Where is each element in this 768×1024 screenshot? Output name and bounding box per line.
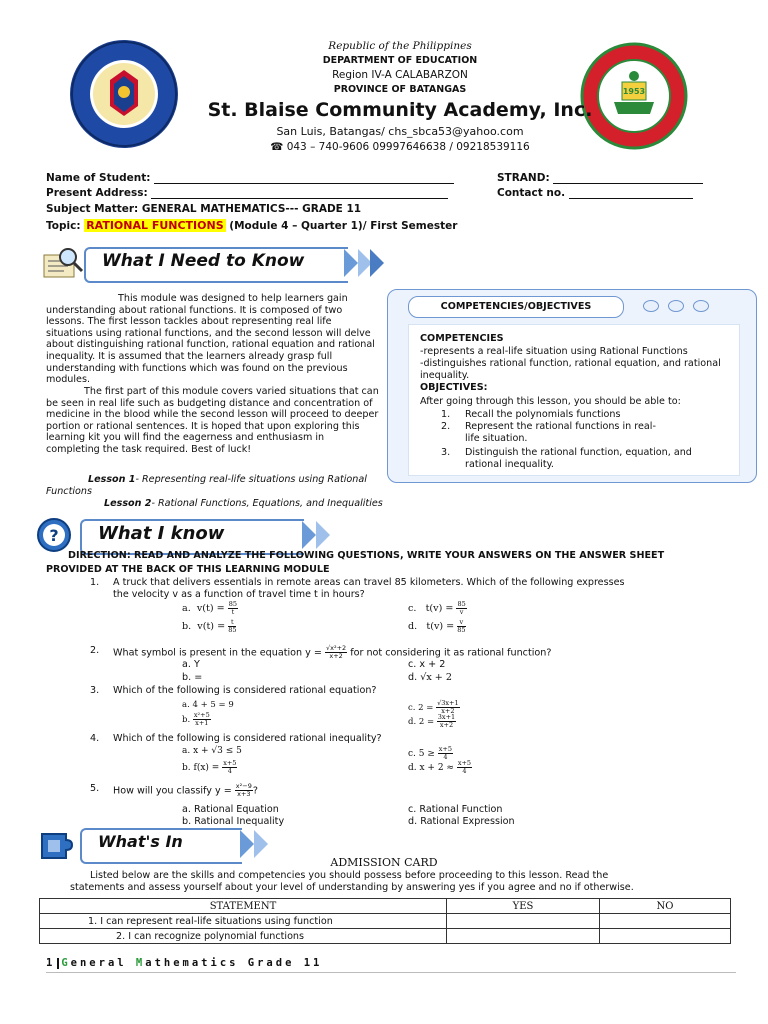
school-address: San Luis, Batangas/ chs_sbca53@yahoo.com <box>276 125 524 138</box>
q5-option-d[interactable]: d. Rational Expression <box>408 816 515 827</box>
topic-line <box>46 219 457 232</box>
topic-rest: (Module 4 – Quarter 1)/ First Semester <box>229 220 458 232</box>
competencies-box-title: COMPETENCIES/OBJECTIVES <box>408 296 624 318</box>
deped-seal <box>70 40 178 148</box>
window-dot-icon <box>668 300 684 312</box>
q4-option-c[interactable]: c. 5 ≥ $\frac{x+5}{4}$ <box>408 745 453 761</box>
lesson-2-label: Lesson 2 <box>104 498 152 509</box>
strand-line[interactable] <box>553 183 703 184</box>
contact-field[interactable] <box>497 187 693 199</box>
whats-in-banner <box>36 828 276 860</box>
competencies-heading: COMPETENCIES <box>420 333 504 344</box>
admission-intro-1: Listed below are the skills and competencies you should possess before proceeding to this lesson. Read the <box>90 870 609 881</box>
sbca-seal <box>580 42 688 150</box>
statement-cell: 1. I can represent real-life situations using function <box>40 914 447 929</box>
q2-option-b[interactable]: b. = <box>182 672 203 683</box>
q2-fraction: $\frac{\text{√x²+2}}{x+2}$ <box>325 644 347 660</box>
contact-line[interactable] <box>569 198 693 199</box>
q4-option-b[interactable]: b. f(x) = $\frac{x+5}{4}$ <box>182 759 237 775</box>
svg-text:1953: 1953 <box>622 87 646 96</box>
direction-line-1: DIRECTION: READ AND ANALYZE THE FOLLOWING QUESTIONS, WRITE YOUR ANSWERS ON THE ANSWER SHEET <box>68 550 665 561</box>
q5-option-c[interactable]: c. Rational Function <box>408 804 503 815</box>
objective-3a: Distinguish the rational function, equation, and <box>465 447 692 458</box>
topic-highlight: RATIONAL FUNCTIONS <box>86 219 224 232</box>
q1-number: 1. <box>90 577 100 588</box>
school-name: St. Blaise Community Academy, Inc. <box>207 99 593 121</box>
footer-word-2: athematics Grade 11 <box>145 957 323 969</box>
q3-option-c[interactable]: c. 2 = $\frac{√3x+1}{x+2}$ <box>408 699 459 715</box>
q4-text: Which of the following is considered rational inequality? <box>113 733 382 744</box>
lesson-1 <box>46 474 380 497</box>
what-i-know-title: What I know <box>98 523 225 544</box>
q4-number: 4. <box>90 733 100 744</box>
direction-line-2: PROVIDED AT THE BACK OF THIS LEARNING MODULE <box>46 564 330 575</box>
competency-1: -represents a real-life situation using Rational Functions <box>420 346 688 357</box>
school-phone <box>230 141 570 153</box>
admission-header-row <box>40 899 731 914</box>
q2-option-d[interactable]: d. √x + 2 <box>408 672 452 683</box>
objectives-intro: After going through this lesson, you should be able to: <box>420 396 681 407</box>
lesson-2 <box>46 498 406 510</box>
q2-text-pre: What symbol is present in the equation y = <box>113 647 322 659</box>
footer-initial-g: G <box>61 957 71 969</box>
what-i-know-banner <box>36 519 336 551</box>
header-region: Region IV-A CALABARZON <box>332 69 468 81</box>
q4-option-a[interactable]: a. x + √3 ≤ 5 <box>182 746 242 756</box>
lesson-1-text: - Representing real-life situations using Rational Functions <box>46 474 367 497</box>
magnifier-book-icon <box>40 245 84 281</box>
address-field[interactable] <box>46 187 448 199</box>
objective-2-num: 2. <box>441 421 451 432</box>
no-header: NO <box>600 899 731 914</box>
strand-label: STRAND: <box>497 172 550 184</box>
topic-label: Topic: <box>46 220 81 232</box>
yes-cell[interactable] <box>447 929 600 944</box>
chevron-icon <box>254 830 268 858</box>
svg-text:?: ? <box>49 526 59 545</box>
statement-header: STATEMENT <box>40 899 447 914</box>
q2-option-d-label: d. <box>408 672 418 683</box>
q1-option-c[interactable]: c. t(v) = $\frac{85}{v}$ <box>408 600 466 616</box>
intro-paragraph-1: This module was designed to help learners gain understanding about rational functions. It is composed of two lessons. The first lesson tackles about representing real life situations using rational functions, and the second lesson will delve about distinguishing rational function, rational equation and rational inequality. It is assumed that the learners already grasp full understanding with functions which was found on the previous modules. <box>46 293 375 386</box>
admission-table <box>39 898 731 944</box>
header-department: DEPARTMENT OF EDUCATION <box>322 55 478 66</box>
name-label: Name of Student: <box>46 172 151 184</box>
address-label: Present Address: <box>46 187 148 199</box>
q3-option-b[interactable]: b. $\frac{\text{x²+5}}{x+1}$ <box>182 711 210 727</box>
q5-fraction: $\frac{\text{x²−9}}{x+3}$ <box>235 782 252 798</box>
objective-1-num: 1. <box>441 409 451 420</box>
footer-word-1: eneral <box>70 957 136 969</box>
no-cell[interactable] <box>600 914 731 929</box>
admission-title: ADMISSION CARD <box>330 856 438 869</box>
q1-option-b[interactable]: b. v(t) = $\frac{t}{85}$ <box>182 618 237 634</box>
q1-text-a: A truck that delivers essentials in remote areas can travel 85 kilometers. Which of the following expresses <box>113 577 625 588</box>
q5-text: How will you classify y = $\frac{\text{x²−9}}{x+3}$ ? <box>113 782 258 798</box>
contact-label: Contact no. <box>497 187 566 199</box>
q3-option-d[interactable]: d. 2 = $\frac{3x+1}{x+2}$ <box>408 713 456 729</box>
q5-number: 5. <box>90 783 100 794</box>
q5-option-b[interactable]: b. Rational Inequality <box>182 816 285 827</box>
puzzle-icon <box>36 826 76 862</box>
need-to-know-title: What I Need to Know <box>102 251 305 271</box>
q2-option-c[interactable]: c. x + 2 <box>408 659 446 670</box>
q4-option-d[interactable]: d. x + 2 ≈ $\frac{x+5}{4}$ <box>408 759 472 775</box>
q2-text <box>113 645 551 660</box>
name-line[interactable] <box>154 183 454 184</box>
q1-option-a[interactable]: a. v(t) = $\frac{85}{t}$ <box>182 600 238 616</box>
objective-3-num: 3. <box>441 447 451 458</box>
objective-2a: Represent the rational functions in real- <box>465 421 656 432</box>
window-dot-icon <box>693 300 709 312</box>
address-line[interactable] <box>151 198 448 199</box>
q5-text-pre: How will you classify y = <box>113 785 232 797</box>
q2-number: 2. <box>90 645 100 656</box>
strand-field[interactable] <box>497 172 703 184</box>
chevron-icon <box>302 521 316 549</box>
chevron-icon <box>344 249 358 277</box>
page-footer <box>46 957 322 969</box>
phone-icon: ☎ <box>270 141 287 153</box>
header-province: PROVINCE OF BATANGAS <box>333 84 467 95</box>
objectives-heading: OBJECTIVES: <box>420 382 488 393</box>
q3-number: 3. <box>90 685 100 696</box>
chevron-icon <box>370 249 384 277</box>
chevron-icon <box>240 830 254 858</box>
footer-initial-m: M <box>135 957 146 969</box>
table-row <box>40 914 731 929</box>
table-row <box>40 929 731 944</box>
q3-text: Which of the following is considered rational equation? <box>113 685 377 696</box>
q3-option-a[interactable]: a. 4 + 5 = 9 <box>182 700 234 710</box>
yes-header: YES <box>447 899 600 914</box>
q2-text-post: for not considering it as rational function? <box>350 647 552 659</box>
footer-rule <box>46 972 736 973</box>
objective-3b: rational inequality. <box>465 459 554 470</box>
subject-line: Subject Matter: GENERAL MATHEMATICS--- GRADE 11 <box>46 203 362 215</box>
competency-2: -distinguishes rational function, rational equation, and rational inequality. <box>420 358 721 381</box>
q1-option-d[interactable]: d. t(v) = $\frac{v}{85}$ <box>408 618 466 634</box>
no-cell[interactable] <box>600 929 731 944</box>
intro-paragraph-2: The first part of this module covers varied situations that can be seen in real life such as budgeting distance and concentration of medicine in the blood while the second lesson will proceed to deeper portion or rational sentences. It is hoped that upon exploring this learning kit you will find the eagerness and enthusiasm in completing the task required. Best of luck! <box>46 386 379 455</box>
lesson-1-label: Lesson 1 <box>88 474 136 485</box>
q5-option-a[interactable]: a. Rational Equation <box>182 804 279 815</box>
q2-option-a[interactable]: a. Y <box>182 659 200 670</box>
admission-intro-2: statements and assess yourself about your level of understanding by answering yes if you agree and no if otherwise. <box>70 882 634 893</box>
objective-1: Recall the polynomials functions <box>465 409 621 420</box>
yes-cell[interactable] <box>447 914 600 929</box>
need-to-know-banner <box>40 247 380 279</box>
chevron-icon <box>316 521 330 549</box>
window-dot-icon <box>643 300 659 312</box>
q1-text-b: the velocity v as a function of travel time t in hours? <box>113 589 365 600</box>
objective-2b: life situation. <box>465 433 528 444</box>
name-field[interactable] <box>46 172 454 184</box>
header-republic: Republic of the Philippines <box>328 40 472 52</box>
whats-in-title: What's In <box>98 832 183 851</box>
page-number: 1 <box>46 957 56 969</box>
statement-cell: 2. I can recognize polynomial functions <box>40 929 447 944</box>
question-mark-icon <box>36 517 76 553</box>
lesson-2-text: - Rational Functions, Equations, and Inequalities <box>151 498 383 509</box>
phone-numbers: 043 – 740-9606 09997646638 / 09218539116 <box>286 141 530 153</box>
